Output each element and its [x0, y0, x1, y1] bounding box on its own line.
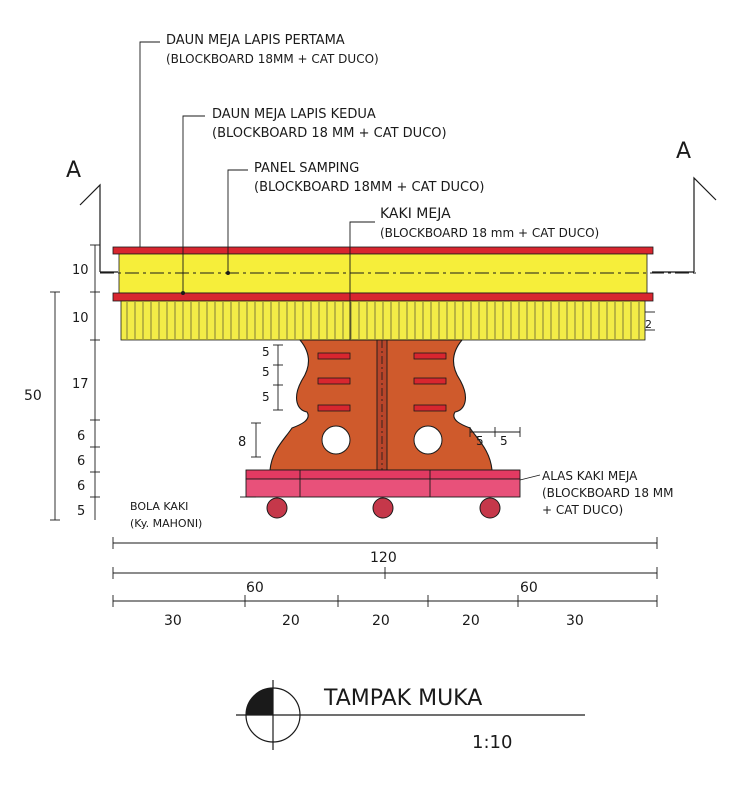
- ball-foot-right: [480, 498, 500, 518]
- table-top: [100, 247, 700, 340]
- section-mark-left: [66, 158, 118, 272]
- dim-width-half-0: 60: [246, 580, 264, 596]
- table-base: [246, 470, 520, 518]
- dim-left-4: 6: [77, 454, 86, 469]
- leg-hole-right: [414, 426, 442, 454]
- dim-part-3: 20: [462, 613, 480, 629]
- label-kaki-line2: (BLOCKBOARD 18 mm + CAT DUCO): [380, 226, 600, 240]
- title-scale: 1:10: [472, 732, 513, 753]
- top-layer-2-edge: [113, 293, 653, 301]
- label-daun-1-line2: (BLOCKBOARD 18MM + CAT DUCO): [166, 52, 379, 66]
- label-daun-2-line2: (BLOCKBOARD 18 MM + CAT DUCO): [212, 126, 447, 141]
- section-label-right: A: [676, 139, 692, 164]
- label-panel-line1: PANEL SAMPING: [254, 161, 360, 176]
- dim-left-0: 10: [72, 263, 89, 278]
- section-mark-right: [652, 139, 716, 272]
- label-bola-line1: BOLA KAKI: [130, 500, 189, 513]
- ball-foot-left: [267, 498, 287, 518]
- label-alas-line2: (BLOCKBOARD 18 MM: [542, 486, 674, 500]
- dim-left-3: 6: [77, 429, 86, 444]
- dim-part-0: 30: [164, 613, 182, 629]
- label-alas-line3: + CAT DUCO): [542, 503, 624, 517]
- dim-width-total: 120: [370, 550, 397, 566]
- leg-slot: [414, 378, 446, 384]
- leg-hole-left: [322, 426, 350, 454]
- leg-slot: [318, 405, 350, 411]
- label-daun-2-line1: DAUN MEJA LAPIS KEDUA: [212, 107, 376, 122]
- base-top-rail: [246, 470, 520, 479]
- dim-height-total: 50: [24, 388, 42, 404]
- dim-left-5: 6: [77, 479, 86, 494]
- section-label-left: A: [66, 158, 82, 183]
- dim-leg-side-0: 5: [476, 434, 484, 448]
- label-panel-line2: (BLOCKBOARD 18MM + CAT DUCO): [254, 180, 485, 195]
- dim-left-6: 5: [77, 504, 86, 519]
- table-leg: [270, 340, 492, 470]
- bottom-dimension-lines: [113, 537, 657, 607]
- dim-leg-hole: 8: [238, 435, 247, 450]
- leg-slot: [414, 405, 446, 411]
- title-symbol-quadrant: [246, 688, 273, 715]
- dim-leg-small-0: 5: [262, 345, 270, 359]
- dim-leg-side-1: 5: [500, 434, 508, 448]
- ball-foot-middle: [373, 498, 393, 518]
- leg-slot: [318, 353, 350, 359]
- leg-slot: [414, 353, 446, 359]
- title-block: [236, 680, 585, 753]
- dim-panel-small: 2: [645, 318, 652, 331]
- dim-part-1: 20: [282, 613, 300, 629]
- dim-width-half-1: 60: [520, 580, 538, 596]
- dim-left-1: 10: [72, 311, 89, 326]
- dim-leg-small-1: 5: [262, 365, 270, 379]
- leg-slot: [318, 378, 350, 384]
- title-name: TAMPAK MUKA: [324, 686, 483, 711]
- label-alas-line1: ALAS KAKI MEJA: [542, 469, 638, 483]
- label-bola-line2: (Ky. MAHONI): [130, 517, 203, 530]
- label-daun-1-line1: DAUN MEJA LAPIS PERTAMA: [166, 33, 345, 48]
- dim-part-2: 20: [372, 613, 390, 629]
- dim-left-2: 17: [72, 377, 89, 392]
- base-bottom-rail: [246, 479, 520, 497]
- dim-leg-small-2: 5: [262, 390, 270, 404]
- label-kaki-line1: KAKI MEJA: [380, 206, 451, 222]
- top-layer-1-edge: [113, 247, 653, 254]
- dim-part-4: 30: [566, 613, 584, 629]
